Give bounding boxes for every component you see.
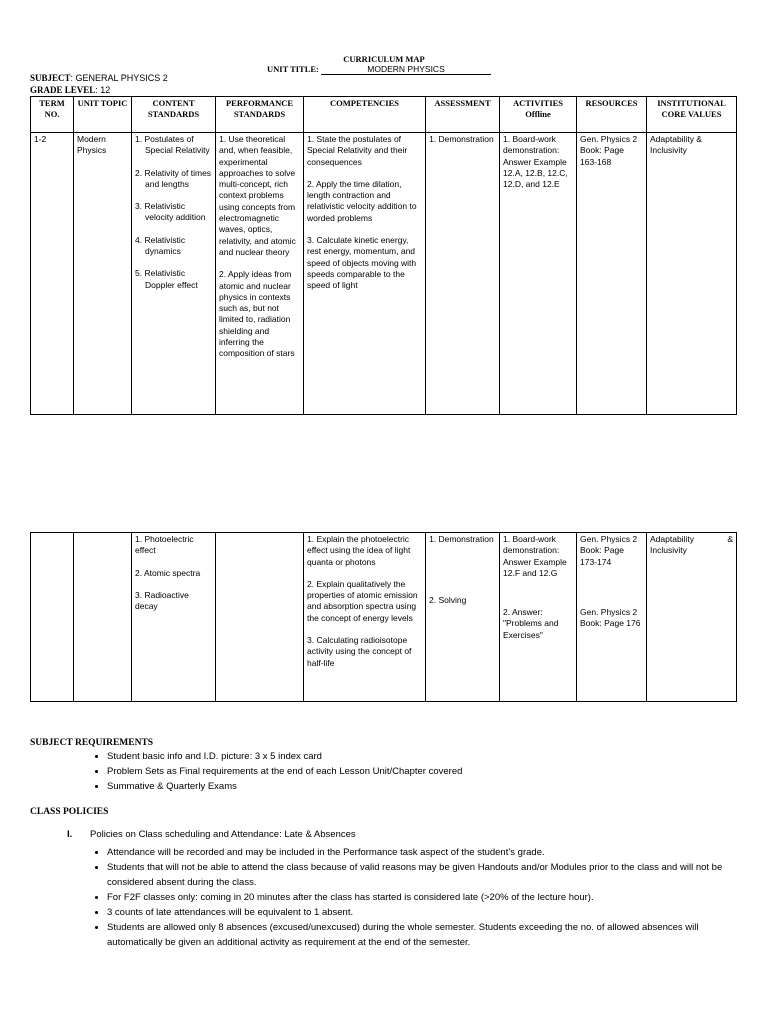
unit-topic-cell-empty bbox=[74, 533, 132, 702]
term-cell: 1-2 bbox=[31, 133, 74, 415]
policy-title-text: Policies on Class scheduling and Attendance: Late & Absences bbox=[90, 829, 356, 840]
list-item: 2. Apply the time dilation, length contraction and relativistic velocity addition to worded problems bbox=[307, 178, 417, 223]
list-item: 2. Explain qualitatively the properties of atomic emission and absorption spectra using the concept of energy levels bbox=[307, 578, 418, 623]
competencies-cell bbox=[304, 533, 426, 702]
grade-label: GRADE LEVEL bbox=[30, 85, 96, 95]
assessment-item: 1. Demonstration bbox=[429, 534, 494, 544]
assessment-cell bbox=[426, 533, 500, 702]
list-item: 5. Relativistic Doppler effect bbox=[135, 268, 198, 290]
list-item: 1. Postulates of Special Relativity bbox=[135, 134, 210, 156]
resource-item: Gen. Physics 2 Book: Page 173-174 bbox=[580, 534, 638, 567]
list-item: 1. Photoelectric effect bbox=[135, 534, 194, 556]
core-value-b: Inclusivity bbox=[650, 545, 687, 556]
policy-number: I. bbox=[67, 829, 73, 840]
list-item: 2. Relativity of times and lengths bbox=[135, 167, 212, 189]
list-item: 1. Explain the photoelectric effect using the idea of light quanta or photons bbox=[307, 534, 411, 567]
unit-title-label: UNIT TITLE: bbox=[267, 64, 319, 74]
class-policies-list bbox=[90, 845, 747, 950]
header-assessment: ASSESSMENT bbox=[426, 97, 500, 133]
list-item: • Students are allowed only 8 absences (excused/unexcused) during the whole semester. Students exceeding the no. of allowed absences will automatically be given an additional activity as requirement at the end of the semester. bbox=[107, 920, 747, 950]
policy-title bbox=[67, 829, 356, 840]
unit-title bbox=[267, 64, 491, 75]
subject-requirements-heading: SUBJECT REQUIREMENTS bbox=[30, 738, 154, 748]
list-item: • Problem Sets as Final requirements at the end of each Lesson Unit/Chapter covered bbox=[107, 764, 462, 779]
performance-standards-cell-empty bbox=[216, 533, 304, 702]
content-standards-cell bbox=[132, 133, 216, 415]
core-value-ampersand: & bbox=[727, 534, 733, 544]
curriculum-table bbox=[30, 96, 737, 415]
list-item: 3. Radioactive decay bbox=[135, 589, 189, 612]
subject-line bbox=[30, 73, 168, 83]
subject-value: : GENERAL PHYSICS 2 bbox=[70, 73, 168, 83]
list-item: 3. Calculating radioisotope activity using the concept of half-life bbox=[307, 635, 412, 668]
page-title: CURRICULUM MAP bbox=[343, 54, 425, 64]
activity-item: 2. Answer: "Problems and Exercises" bbox=[503, 607, 559, 640]
activities-label: ACTIVITIES bbox=[512, 98, 564, 108]
unit-title-value: MODERN PHYSICS bbox=[321, 64, 491, 75]
resources-cell bbox=[577, 533, 647, 702]
grade-line bbox=[30, 85, 110, 95]
header-performance-standards: PERFORMANCE STANDARDS bbox=[216, 97, 304, 133]
list-item: 1. State the postulates of Special Relativity and their consequences bbox=[307, 134, 408, 167]
grade-value: : 12 bbox=[95, 85, 111, 95]
activities-sub-label: Offline bbox=[525, 109, 551, 119]
content-standards-cell bbox=[132, 533, 216, 702]
header-term: TERM NO. bbox=[31, 97, 74, 133]
header-unit-topic: UNIT TOPIC bbox=[74, 97, 132, 133]
performance-standards-cell bbox=[216, 133, 304, 415]
curriculum-table-continued bbox=[30, 532, 737, 702]
class-policies-heading: CLASS POLICIES bbox=[30, 807, 109, 817]
list-item: • Students that will not be able to attend the class because of valid reasons may be given Handouts and/or Modules prior to the class and will not be considered absent during the class. bbox=[107, 860, 747, 890]
list-item: 2. Atomic spectra bbox=[135, 567, 201, 578]
core-value-a: Adaptability bbox=[650, 534, 694, 544]
list-item: 3. Relativistic velocity addition bbox=[135, 201, 206, 223]
header-resources: RESOURCES bbox=[577, 97, 647, 133]
list-item: 4. Relativistic dynamics bbox=[135, 234, 186, 257]
term-cell-empty bbox=[31, 533, 74, 702]
resource-item: Gen. Physics 2 Book: Page 176 bbox=[580, 606, 641, 629]
list-item: • Student basic info and I.D. picture: 3 x 5 index card bbox=[107, 749, 462, 764]
list-item: • 3 counts of late attendances will be equivalent to 1 absent. bbox=[107, 905, 747, 920]
subject-requirements-list bbox=[90, 749, 462, 794]
core-values-line bbox=[650, 534, 733, 545]
header-core-values: INSTITUTIONAL CORE VALUES bbox=[647, 97, 737, 133]
subject-label: SUBJECT bbox=[30, 73, 71, 83]
activities-cell: 1. Board-work demonstration: Answer Example 12.A, 12.B, 12.C, 12.D, and 12.E bbox=[500, 133, 577, 415]
list-item: • For F2F classes only: coming in 20 minutes after the class has started is considered late (>20% of the lecture hour). bbox=[107, 890, 747, 905]
unit-topic-cell: Modern Physics bbox=[74, 133, 132, 415]
core-values-cell: Adaptability & Inclusivity bbox=[647, 133, 737, 415]
list-item: 2. Apply ideas from atomic and nuclear physics in contexts such as, but not limited to, radiation shielding and inferring the composition of stars bbox=[219, 269, 295, 359]
list-item: • Attendance will be recorded and may be included in the Performance task aspect of the student’s grade. bbox=[107, 845, 747, 860]
table-row bbox=[31, 533, 737, 702]
core-values-cell bbox=[647, 533, 737, 702]
header-content-standards: CONTENT STANDARDS bbox=[132, 97, 216, 133]
activities-cell bbox=[500, 533, 577, 702]
assessment-item: 2. Solving bbox=[429, 595, 467, 606]
list-item: • Summative & Quarterly Exams bbox=[107, 779, 462, 794]
table-row bbox=[31, 133, 737, 415]
activity-item: 1. Board-work demonstration: Answer Example 12.F and 12.G bbox=[503, 534, 567, 578]
header-competencies: COMPETENCIES bbox=[304, 97, 426, 133]
list-item: 3. Calculate kinetic energy, rest energy, momentum, and speed of objects moving with speeds comparable to the speed of light bbox=[307, 235, 417, 291]
resources-cell: Gen. Physics 2 Book: Page 163-168 bbox=[577, 133, 647, 415]
assessment-cell: 1. Demonstration bbox=[426, 133, 500, 415]
list-item: 1. Use theoretical and, when feasible, experimental approaches to solve multi-concept, rich context problems using concepts from electromagnetic waves, optics, relativity, and atomic and nuclear theory bbox=[219, 134, 296, 257]
table-header-row bbox=[31, 97, 737, 133]
header-activities bbox=[500, 97, 577, 133]
competencies-cell bbox=[304, 133, 426, 415]
